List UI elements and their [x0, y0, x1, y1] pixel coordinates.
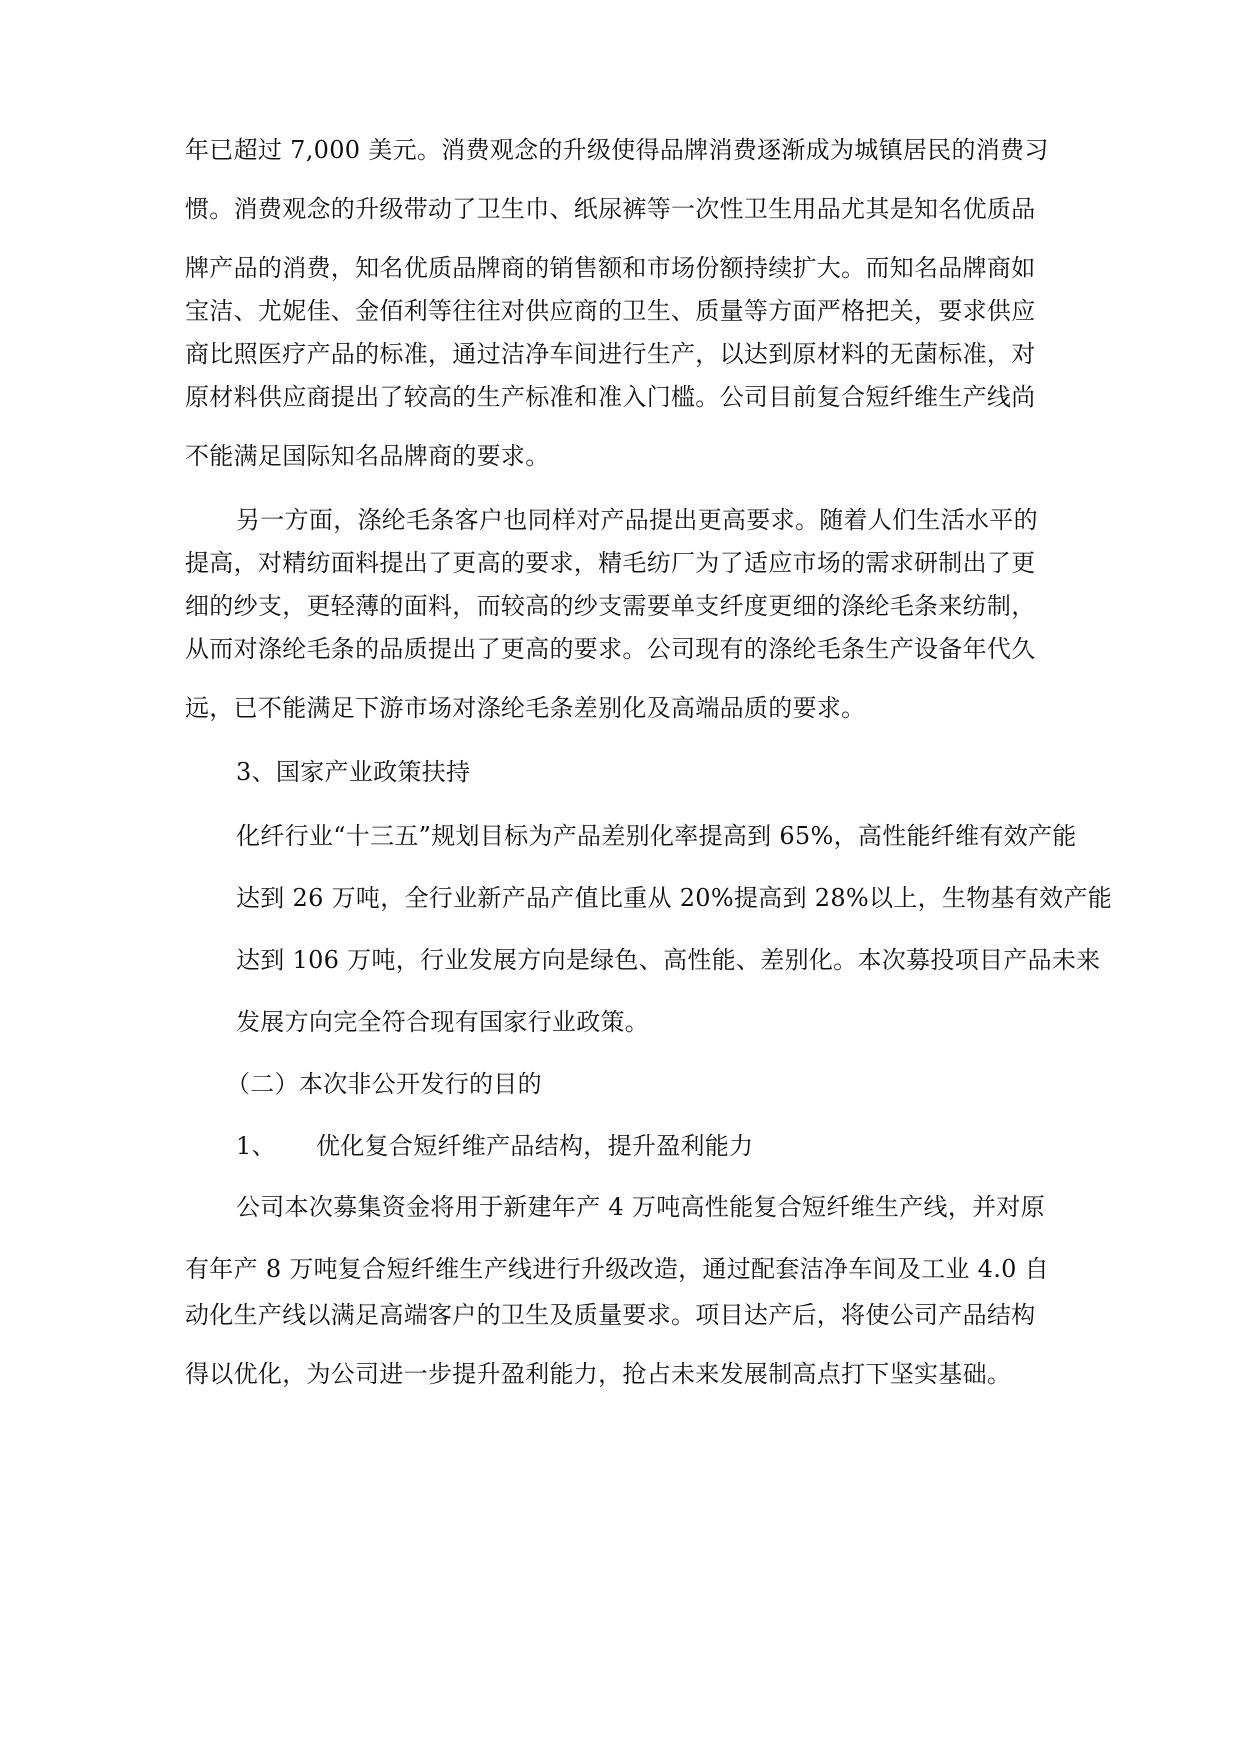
text-line: 原材料供应商提出了较高的生产标准和准入门槛。公司目前复合短纤维生产线尚 — [185, 383, 1036, 411]
section-heading-policy: 3、国家产业政策扶持 — [236, 758, 471, 786]
text-line: 远，已不能满足下游市场对涤纶毛条差别化及高端品质的要求。 — [185, 694, 866, 722]
text-line: 牌产品的消费，知名优质品牌商的销售额和市场份额持续扩大。而知名品牌商如 — [185, 254, 1036, 282]
text-line: 发展方向完全符合现有国家行业政策。 — [236, 1008, 650, 1036]
text-line: 惯。消费观念的升级带动了卫生巾、纸尿裤等一次性卫生用品尤其是知名优质品 — [185, 195, 1036, 223]
heading-text: 优化复合短纤维产品结构，提升盈利能力 — [316, 1132, 754, 1160]
paragraph-first-line: 公司本次募集资金将用于新建年产 4 万吨高性能复合短纤维生产线，并对原 — [236, 1193, 1046, 1221]
text-line: 从而对涤纶毛条的品质提出了更高的要求。公司现有的涤纶毛条生产设备年代久 — [185, 635, 1036, 663]
text-line: 达到 26 万吨，全行业新产品产值比重从 20%提高到 28%以上，生物基有效产能 — [236, 884, 1113, 912]
text-line: 动化生产线以满足高端客户的卫生及质量要求。项目达产后，将使公司产品结构 — [185, 1301, 1036, 1329]
section-heading-purpose: （二）本次非公开发行的目的 — [226, 1070, 542, 1098]
text-line: 化纤行业“十三五”规划目标为产品差别化率提高到 65%，高性能纤维有效产能 — [236, 822, 1077, 850]
text-line: 宝洁、尤妮佳、金佰利等往往对供应商的卫生、质量等方面严格把关，要求供应 — [185, 297, 1036, 325]
text-line: 提高，对精纺面料提出了更高的要求，精毛纺厂为了适应市场的需求研制出了更 — [185, 549, 1036, 577]
text-line: 商比照医疗产品的标准，通过洁净车间进行生产，以达到原材料的无菌标准，对 — [185, 340, 1036, 368]
text-line: 得以优化，为公司进一步提升盈利能力，抢占未来发展制高点打下坚实基础。 — [185, 1360, 1012, 1388]
text-line: 不能满足国际知名品牌商的要求。 — [185, 442, 550, 470]
numbered-heading-optimize — [236, 1129, 753, 1163]
text-line: 达到 106 万吨，行业发展方向是绿色、高性能、差别化。本次募投项目产品未来 — [236, 946, 1101, 974]
heading-number: 1、 — [236, 1132, 276, 1160]
text-line: 细的纱支，更轻薄的面料，而较高的纱支需要单支纤度更细的涤纶毛条来纺制， — [185, 592, 1036, 620]
text-line: 有年产 8 万吨复合短纤维生产线进行升级改造，通过配套洁净车间及工业 4.0 自 — [185, 1255, 1049, 1283]
paragraph-first-line: 另一方面，涤纶毛条客户也同样对产品提出更高要求。随着人们生活水平的 — [236, 506, 1038, 534]
text-line: 年已超过 7,000 美元。消费观念的升级使得品牌消费逐渐成为城镇居民的消费习 — [185, 136, 1049, 164]
